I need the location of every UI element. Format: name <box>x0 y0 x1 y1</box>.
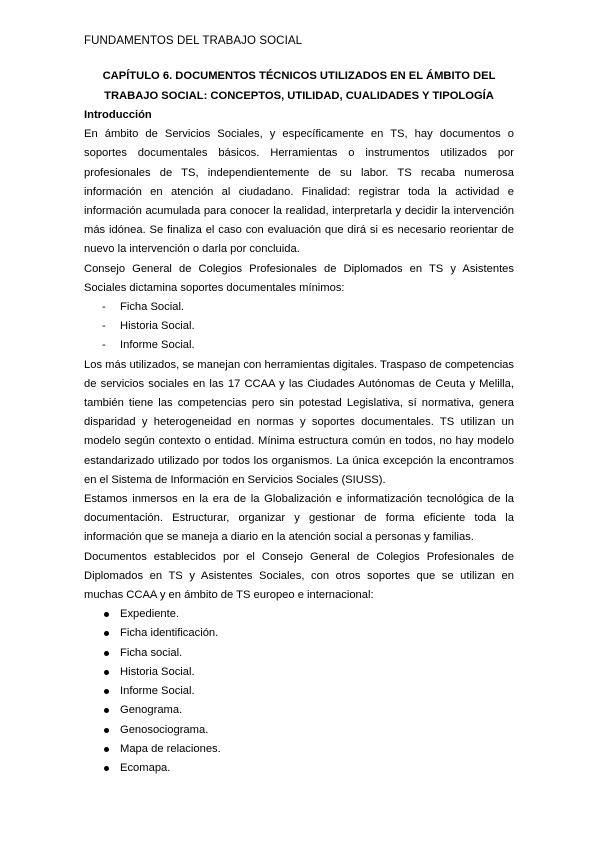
list-item: - Historia Social. <box>84 317 514 336</box>
section-heading: Introducción <box>84 109 152 121</box>
document-body <box>84 66 514 778</box>
paragraph-documentos: Documentos establecidos por el Consejo General de Colegios Profesionales de Diplomados en TS y Asistentes Sociales, con otros soportes que se utilizan en muchas CCAA y en ámbito de TS europeo e internacional: <box>84 550 514 602</box>
paragraph-globalizacion: Estamos inmersos en la era de la Globalización e informatización tecnológica de la documentación. Estructurar, organizar y gestionar de forma eficiente toda la información que se maneja a diario en la atención social a personas y familias. <box>84 493 514 544</box>
list-item: Genosociograma. <box>84 721 514 740</box>
bullet-list <box>84 605 514 778</box>
list-item: Historia Social. <box>84 663 514 682</box>
list-item: Ecomapa. <box>84 759 514 778</box>
list-item: - Informe Social. <box>84 336 514 355</box>
list-item: Informe Social. <box>84 682 514 701</box>
dash-list <box>84 298 514 356</box>
paragraph-digital: Los más utilizados, se manejan con herramientas digitales. Traspaso de competencias de servicios sociales en las 17 CCAA y las Ciudades Autónomas de Ceuta y Melilla, también tiene las competencias pero sin potestad Legislativa, sí normativa, genera disparidad y heterogeneidad en normas y soportes documentales. TS utilizan un modelo según contexto o entidad. Mínima estructura común en todos, no hay modelo estandarizado utilizado por todos los organismos. La única excepción la encontramos en el Sistema de Información en Servicios Sociales (SIUSS). <box>84 358 514 486</box>
list-item: Ficha social. <box>84 644 514 663</box>
list-item: - Ficha Social. <box>84 298 514 317</box>
paragraph-consejo: Consejo General de Colegios Profesionales de Diplomados en TS y Asistentes Sociales dictamina soportes documentales mínimos: <box>84 262 514 294</box>
paragraph-intro: En ámbito de Servicios Sociales, y específicamente en TS, hay documentos o soportes documentales básicos. Herramientas o instrumentos utilizados por profesionales de TS, independientemente de su labor. TS recaba numerosa información en atención al ciudadano. Finalidad: registrar toda la actividad e información acumulada para conocer la realidad, interpretarla y decidir la intervención más idónea. Se finaliza el caso con evaluación que dirá si es necesario reorientar de nuevo la intervención o darla por concluida. <box>84 128 514 256</box>
list-item: Genograma. <box>84 701 514 720</box>
chapter-title: CAPÍTULO 6. DOCUMENTOS TÉCNICOS UTILIZADOS EN EL ÁMBITO DEL TRABAJO SOCIAL: CONCEPTOS, UTILIDAD, CUALIDADES Y TIPOLOGÍA <box>102 70 496 102</box>
list-item: Expediente. <box>84 605 514 624</box>
list-item: Mapa de relaciones. <box>84 740 514 759</box>
running-header: FUNDAMENTOS DEL TRABAJO SOCIAL <box>84 35 303 47</box>
list-item: Ficha identificación. <box>84 624 514 643</box>
